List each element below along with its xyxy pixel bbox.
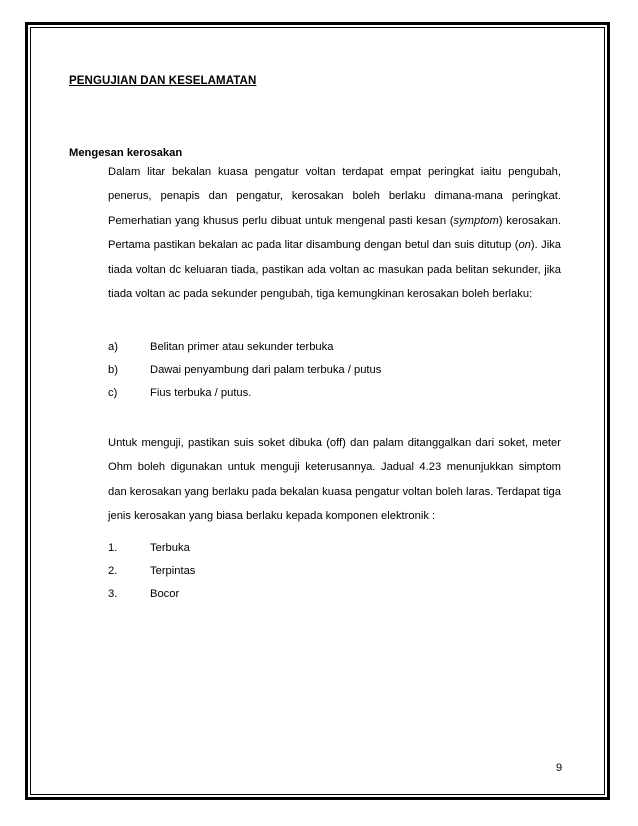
list-marker: 2. <box>108 565 118 577</box>
list-item-text: Terbuka <box>150 542 190 554</box>
list-marker: 1. <box>108 542 118 554</box>
list-item <box>108 583 561 606</box>
fault-causes-list <box>108 336 561 405</box>
list-item <box>108 359 561 382</box>
list-item-text: Dawai penyambung dari palam terbuka / putus <box>150 364 382 376</box>
list-item <box>108 537 561 560</box>
list-item <box>108 336 561 359</box>
paragraph-intro-emphasis-on: on <box>518 239 531 252</box>
list-item-text: Fius terbuka / putus. <box>150 387 252 399</box>
list-item-text: Terpintas <box>150 565 196 577</box>
section-heading: PENGUJIAN DAN KESELAMATAN <box>69 75 257 87</box>
paragraph-intro-text-1: Dalam litar bekalan kuasa pengatur voltan terdapat empat peringkat iaitu pengubah, penerus, penapis dan pengatur, kerosakan boleh berlaku dimana-mana peringkat. Pemerhatian yang khusus perlu dibuat untuk mengenal pasti kesan ( <box>108 166 561 227</box>
list-marker: c) <box>108 387 118 399</box>
list-marker: 3. <box>108 588 118 600</box>
paragraph-intro-text-2: ) kerosakan. Pertama pastikan bekalan ac pada litar disambung dengan betul dan suis ditutup ( <box>108 214 562 252</box>
paragraph-intro-text-3: ). Jika tiada voltan dc keluaran tiada, pastikan ada voltan ac masukan pada belitan sekunder, jika tiada voltan ac pada sekunder pengubah, tiga kemungkinan kerosakan boleh berlaku: <box>108 239 561 301</box>
list-item <box>108 560 561 583</box>
paragraph-testing: Untuk menguji, pastikan suis soket dibuka (off) dan palam ditanggalkan dari soket, meter Ohm boleh digunakan untuk menguji keterusannya. Jadual 4.23 menunjukkan simptom dan kerosakan yang berlaku pada bekalan kuasa pengatur voltan boleh laras. Terdapat tiga jenis kerosakan yang biasa berlaku kepada komponen elektronik : <box>108 437 561 523</box>
paragraph-intro-emphasis-symptom: symptom <box>453 214 499 227</box>
list-marker: b) <box>108 364 118 376</box>
list-item <box>108 382 561 405</box>
fault-types-list <box>108 537 561 606</box>
list-item-text: Bocor <box>150 588 180 600</box>
paragraph-intro <box>108 160 561 306</box>
list-marker: a) <box>108 341 118 353</box>
subsection-heading: Mengesan kerosakan <box>69 147 183 159</box>
list-item-text: Belitan primer atau sekunder terbuka <box>150 341 334 353</box>
page-number: 9 <box>556 762 563 774</box>
